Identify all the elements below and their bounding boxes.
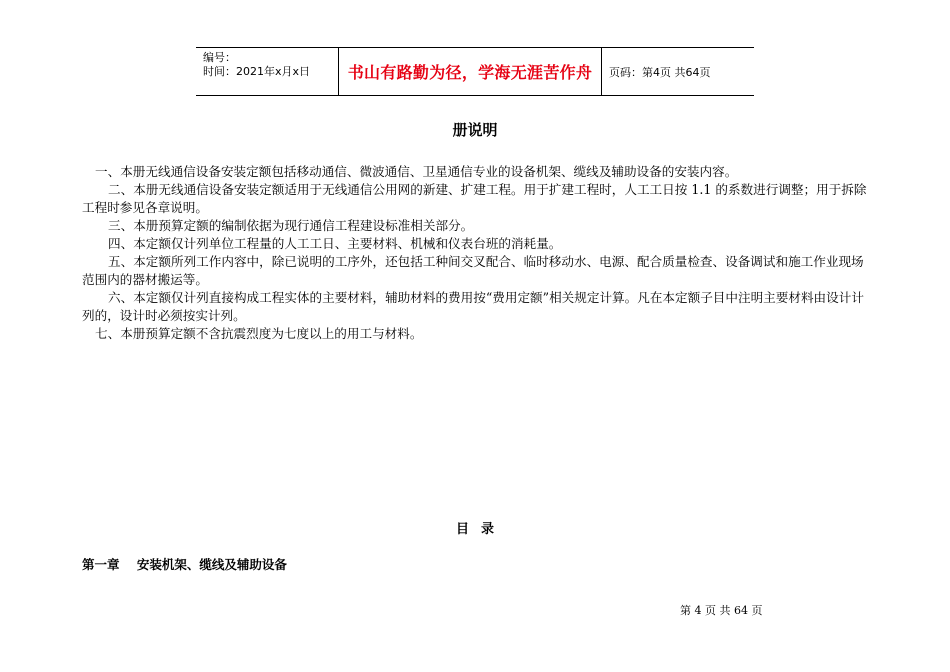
header-meta-cell — [196, 48, 339, 95]
paragraph-3: 三、本册预算定额的编制依据为现行通信工程建设标准相关部分。 — [108, 218, 474, 233]
document-header — [196, 47, 754, 96]
header-page-code: 页码：第4页 共64页 — [609, 65, 711, 79]
paragraph-7: 七、本册预算定额不含抗震烈度为七度以上的用工与材料。 — [95, 326, 423, 341]
paragraph-4: 四、本定额仅计列单位工程量的人工工日、主要材料、机械和仪表台班的消耗量。 — [108, 236, 562, 251]
toc-title: 目录 — [455, 522, 506, 537]
chapter-heading: 第一章 安装机架、缆线及辅助设备 — [82, 557, 287, 572]
date-label: 时间：2021年x月x日 — [203, 65, 311, 78]
paragraph-2: 二、本册无线通信设备安装定额适用于无线通信公用网的新建、扩建工程。用于扩建工程时，人工工日按 1.1 的系数进行调整；用于拆除工程时参见各章说明。 — [82, 182, 867, 215]
page-footer: 第 4 页 共 64 页 — [680, 604, 763, 617]
instructions-body — [82, 163, 872, 343]
serial-number-label: 编号： — [203, 51, 236, 64]
paragraph-1: 一、本册无线通信设备安装定额包括移动通信、微波通信、卫星通信专业的设备机架、缆线及辅助设备的安装内容。 — [95, 164, 738, 179]
page-title: 册说明 — [452, 121, 498, 139]
paragraph-6: 六、本定额仅计列直接构成工程实体的主要材料，辅助材料的费用按“费用定额”相关规定计算。凡在本定额子目中注明主要材料由设计计列的，设计时必须按实计列。 — [82, 290, 864, 323]
header-motto: 书山有路勤为径，学海无涯苦作舟 — [339, 48, 602, 95]
paragraph-5: 五、本定额所列工作内容中，除已说明的工序外，还包括工种间交叉配合、临时移动水、电源、配合质量检查、设备调试和施工作业现场范围内的器材搬运等。 — [82, 254, 864, 287]
